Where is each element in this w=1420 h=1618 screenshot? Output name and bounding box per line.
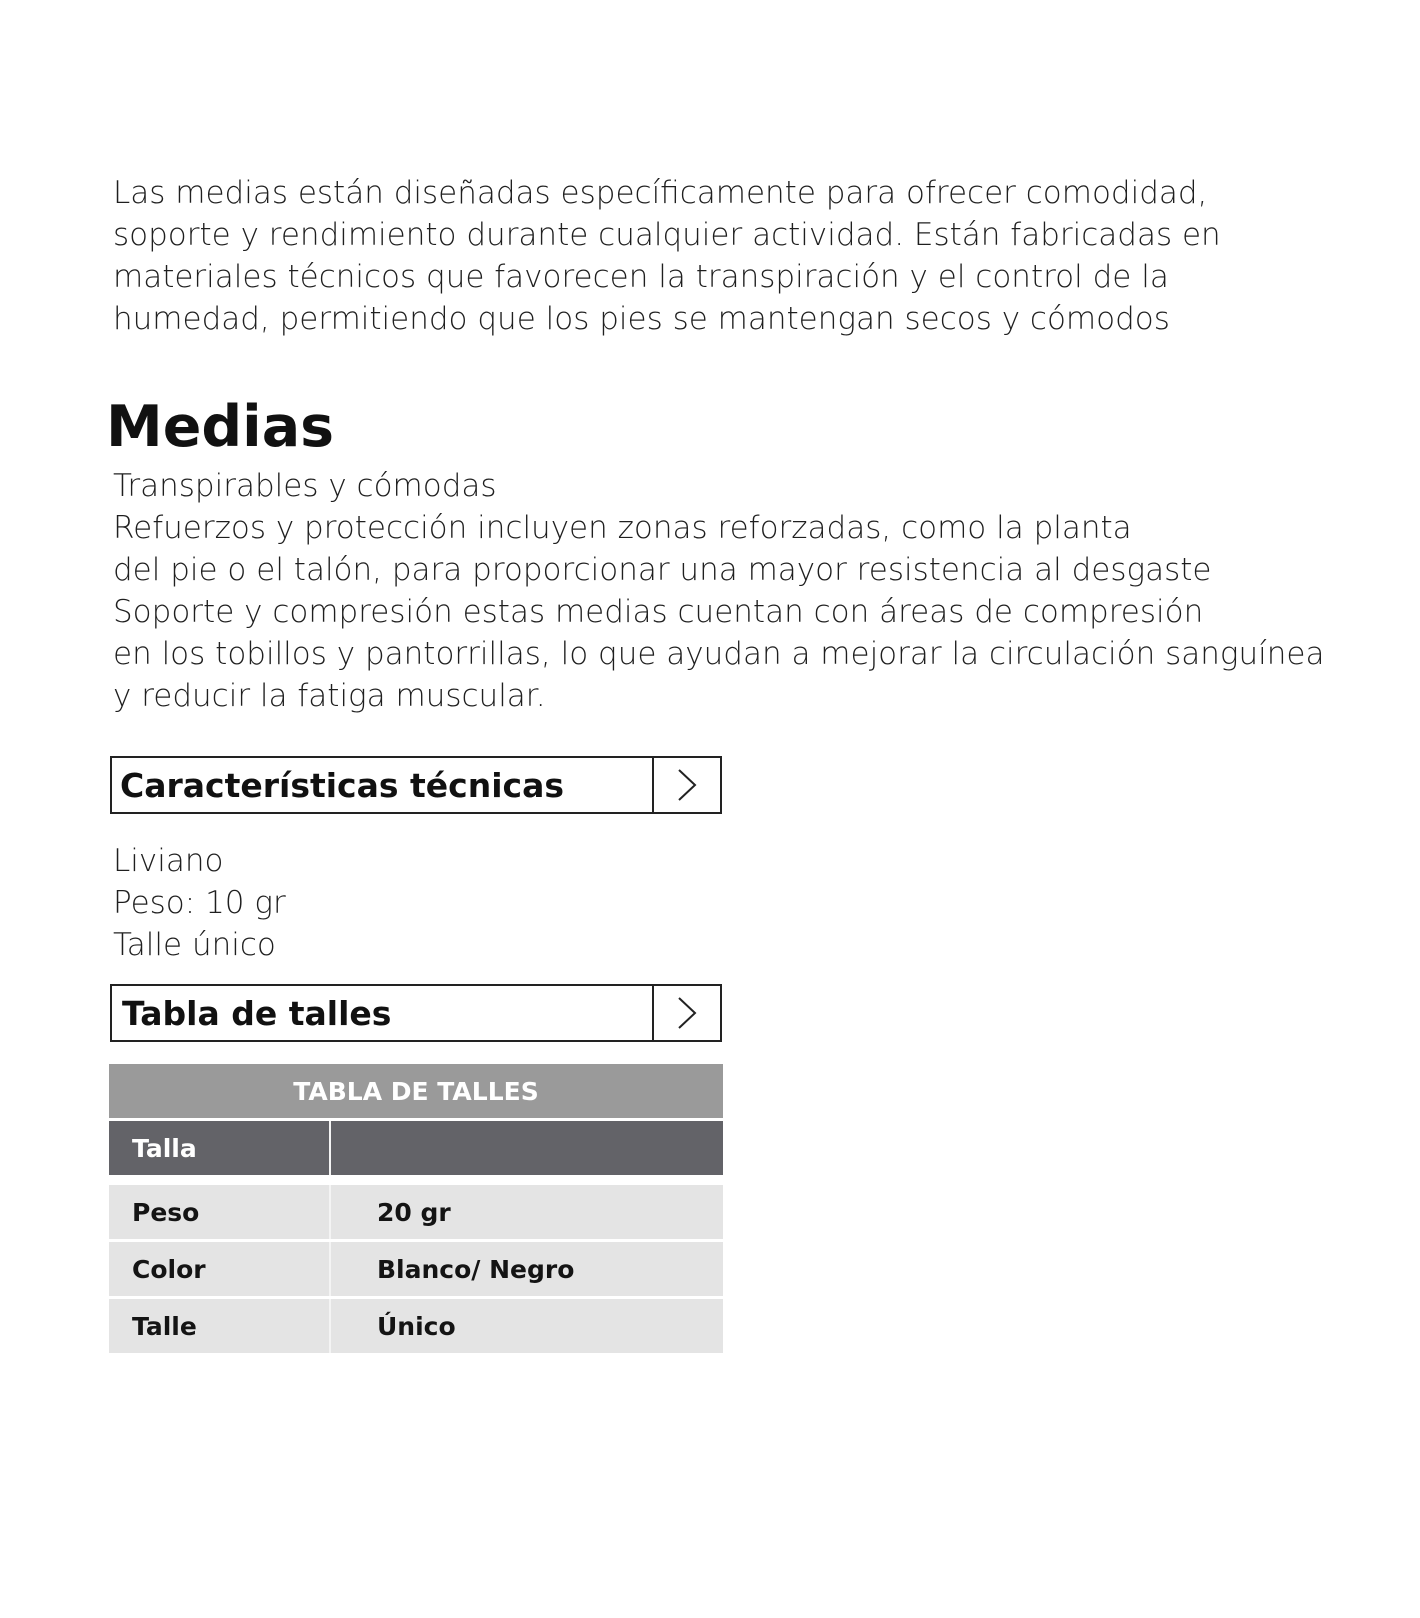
table-row [109,1242,723,1296]
table-row-label: Color [109,1242,331,1296]
product-title: Medias [106,394,335,460]
table-row-label: Talle [109,1299,331,1353]
size-table-title: TABLA DE TALLES [109,1064,723,1118]
description-line: Transpirables y cómodas [113,468,497,504]
table-row-value: 20 gr [377,1197,451,1227]
technical-features-label: Características técnicas [120,765,565,805]
table-row-value: Único [377,1311,456,1341]
technical-features-accordion[interactable] [110,756,722,814]
description-line: Refuerzos y protección incluyen zonas reforzadas, como la planta [113,510,1132,546]
size-chart-label: Tabla de talles [122,993,392,1033]
description-line: en los tobillos y pantorrillas, lo que ayudan a mejorar la circulación sanguínea [113,636,1325,672]
technical-features-list [113,840,286,966]
chevron-right-icon[interactable] [652,986,720,1040]
spec-item: Talle único [113,927,276,963]
table-row [109,1185,723,1239]
intro-line: humedad, permitiendo que los pies se mantengan secos y cómodos [113,301,1170,337]
chevron-right-icon[interactable] [652,758,720,812]
description-line: del pie o el talón, para proporcionar una mayor resistencia al desgaste [113,552,1212,588]
intro-line: soporte y rendimiento durante cualquier actividad. Están fabricadas en [113,217,1221,253]
product-description [113,465,1403,717]
spec-item: Liviano [113,843,224,879]
table-row [109,1299,723,1353]
size-table-header-row [109,1121,723,1175]
spec-item: Peso: 10 gr [113,885,286,921]
table-row-value: Blanco/ Negro [377,1254,575,1284]
size-table-header-cell: Talla [109,1121,331,1175]
size-table [109,1064,723,1353]
size-chart-accordion[interactable] [110,984,722,1042]
intro-line: materiales técnicos que favorecen la transpiración y el control de la [113,259,1169,295]
table-row-label: Peso [109,1185,331,1239]
size-table-header-cell [331,1121,723,1175]
description-line: Soporte y compresión estas medias cuentan con áreas de compresión [113,594,1204,630]
description-line: y reducir la fatiga muscular. [113,678,546,714]
intro-line: Las medias están diseñadas específicamente para ofrecer comodidad, [113,175,1208,211]
intro-paragraph [113,172,1373,340]
